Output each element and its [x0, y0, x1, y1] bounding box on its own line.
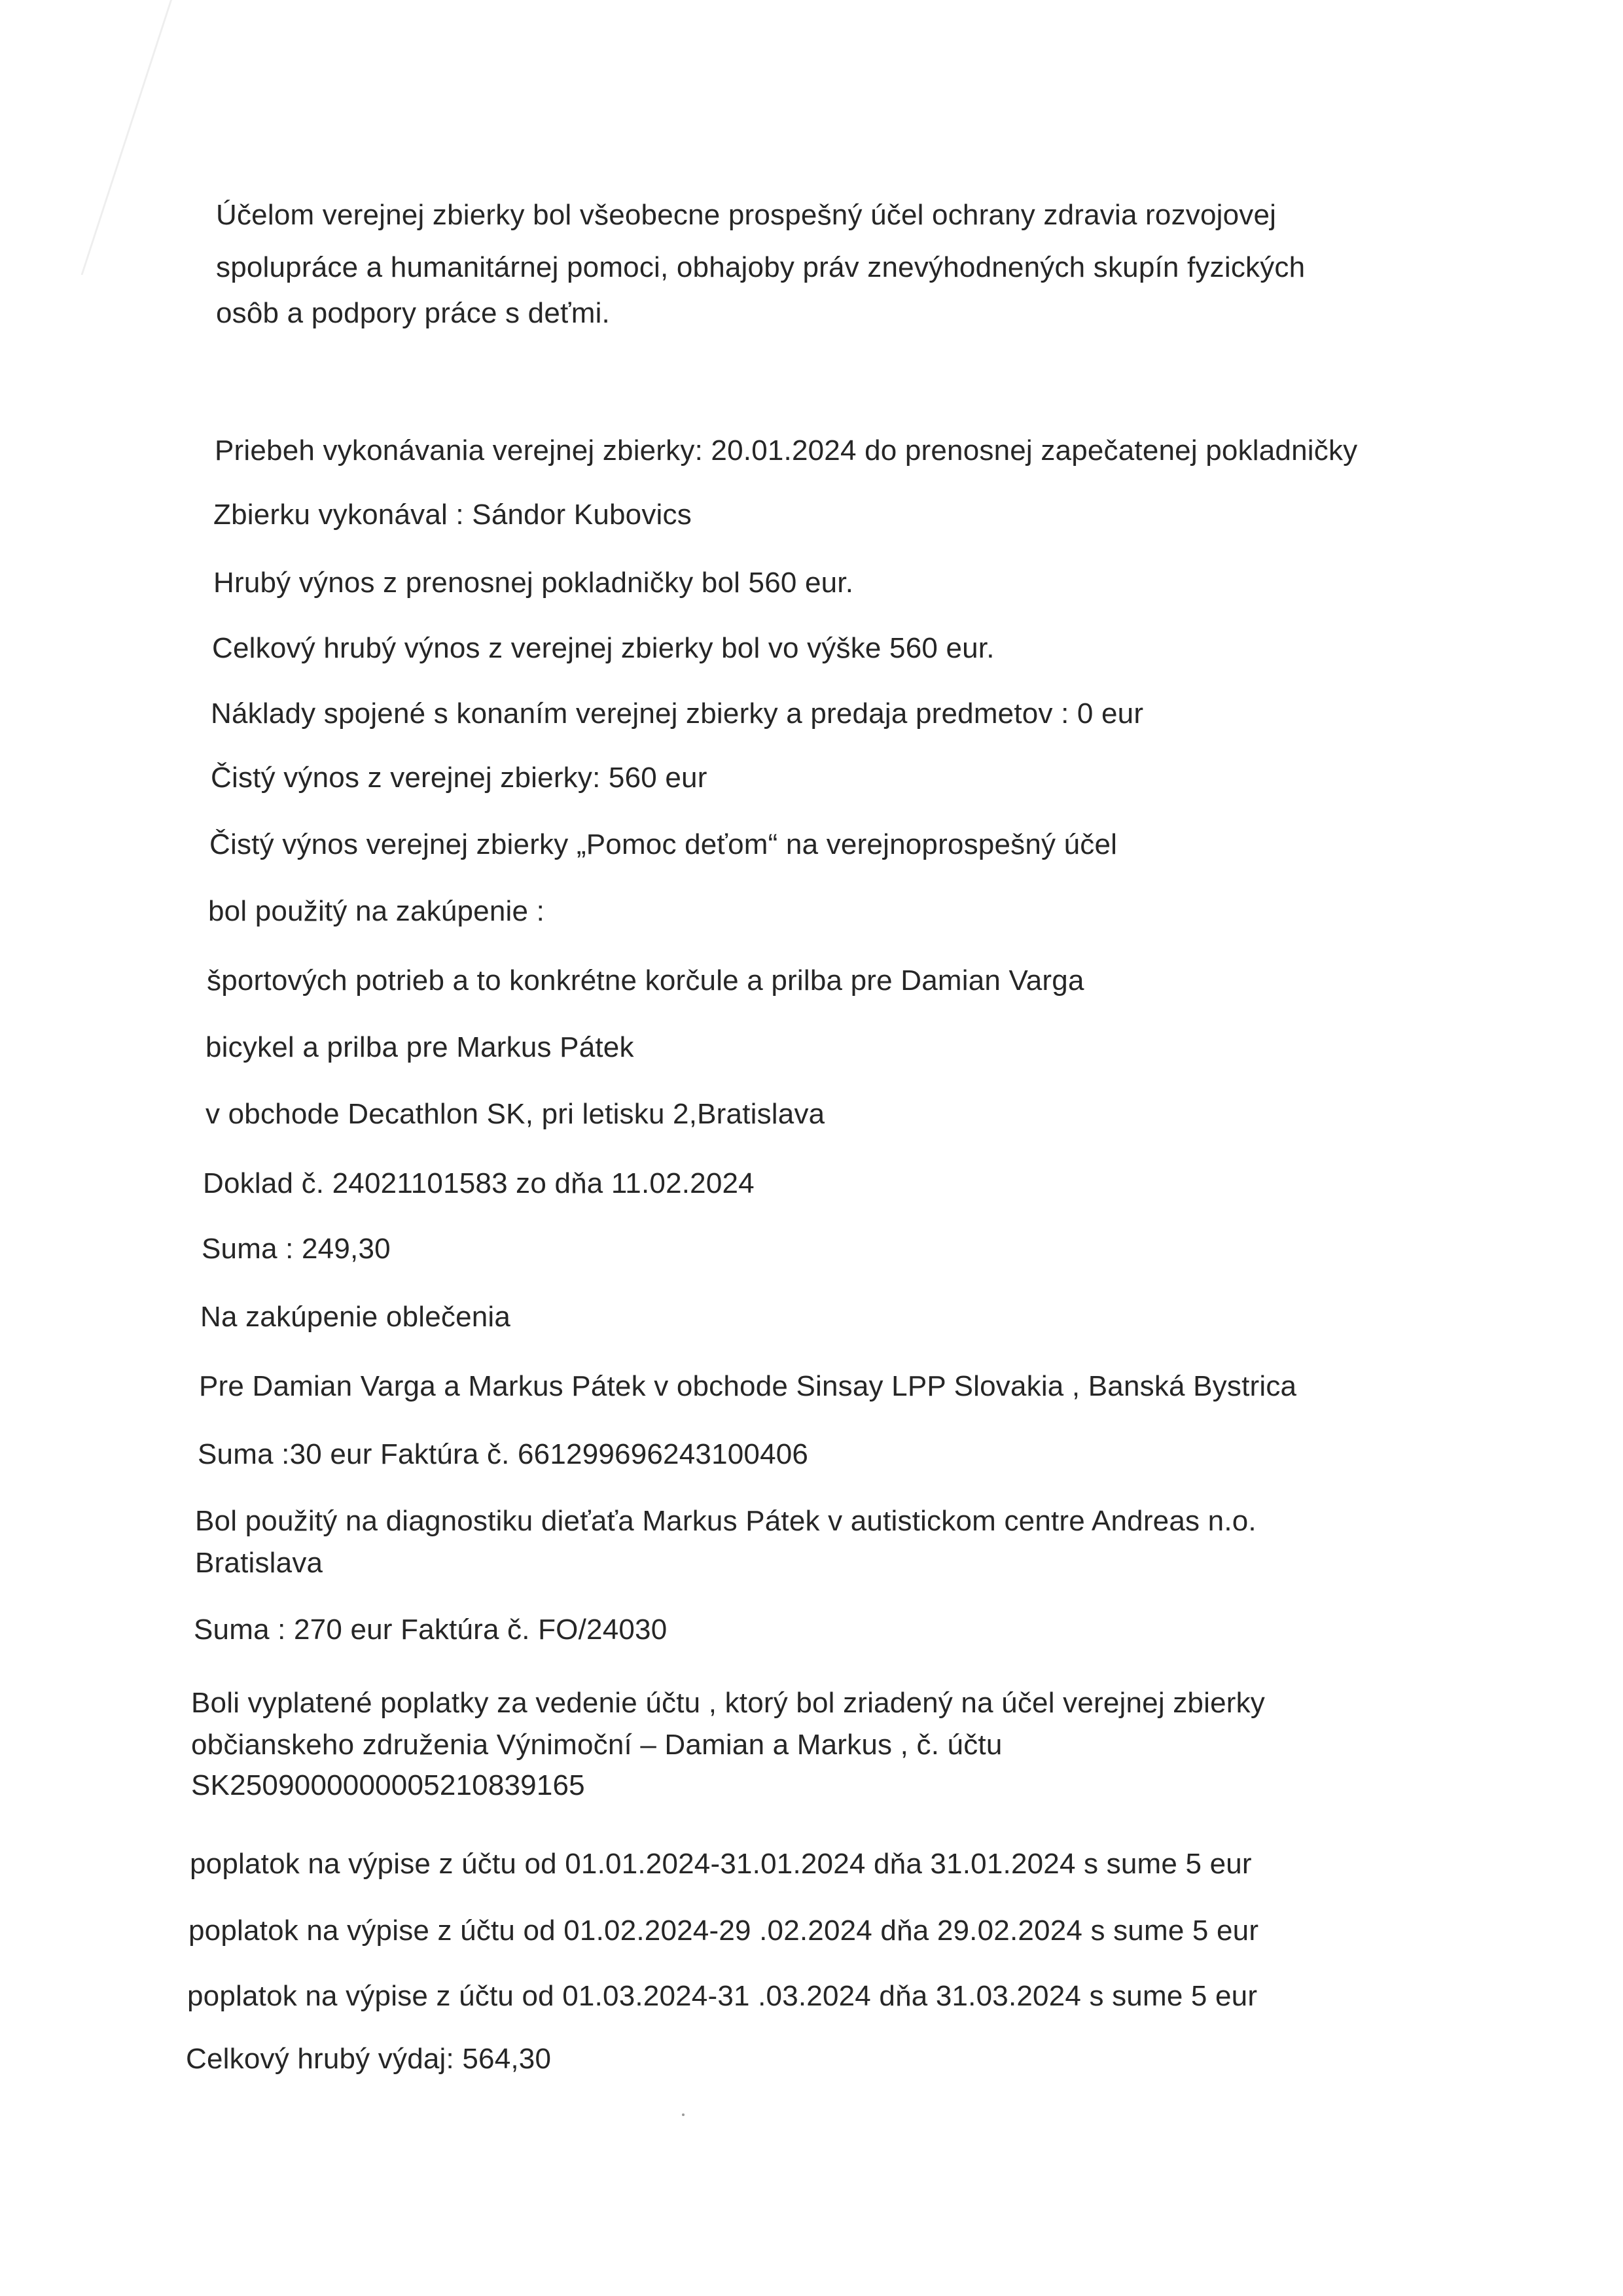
scan-shadow-edge [0, 0, 172, 275]
diagnostics-line-1: Bol použitý na diagnostiku dieťaťa Markus Pátek v autistickom centre Andreas n.o. [195, 1505, 1257, 1537]
detail-line-3: Hrubý výnos z prenosnej pokladničky bol 560 eur. [213, 567, 854, 599]
fee-line-3: poplatok na výpise z účtu od 01.03.2024-31 .03.2024 dňa 31.03.2024 s sume 5 eur [187, 1980, 1258, 2012]
detail-line-5: Náklady spojené s konaním verejnej zbierky a predaja predmetov : 0 eur [211, 698, 1144, 730]
detail-line-9: športových potrieb a to konkrétne korčule a prilba pre Damian Varga [207, 964, 1084, 997]
intro-line-3: osôb a podpory práce s deťmi. [216, 297, 610, 329]
detail-line-11: v obchode Decathlon SK, pri letisku 2,Bratislava [205, 1098, 825, 1130]
detail-line-8: bol použitý na zakúpenie : [208, 895, 544, 927]
account-line-2: občianskeho združenia Výnimoční – Damian a Markus , č. účtu [191, 1729, 1003, 1761]
detail-line-2: Zbierku vykonával : Sándor Kubovics [213, 499, 692, 531]
intro-line-2: spolupráce a humanitárnej pomoci, obhajoby práv znevýhodnených skupín fyzických [216, 251, 1306, 283]
account-line-1: Boli vyplatené poplatky za vedenie účtu , ktorý bol zriadený na účel verejnej zbierky [191, 1687, 1266, 1719]
detail-line-16: Suma :30 eur Faktúra č. 661299696243100406 [198, 1438, 809, 1470]
detail-line-10: bicykel a prilba pre Markus Pátek [205, 1031, 634, 1063]
detail-line-12: Doklad č. 24021101583 zo dňa 11.02.2024 [203, 1167, 755, 1199]
diagnostics-sum: Suma : 270 eur Faktúra č. FO/24030 [194, 1614, 668, 1646]
detail-line-13: Suma : 249,30 [202, 1233, 391, 1265]
detail-line-1: Priebeh vykonávania verejnej zbierky: 20.01.2024 do prenosnej zapečatenej pokladničky [215, 434, 1358, 467]
fee-line-2: poplatok na výpise z účtu od 01.02.2024-29 .02.2024 dňa 29.02.2024 s sume 5 eur [188, 1915, 1259, 1947]
detail-line-6: Čistý výnos z verejnej zbierky: 560 eur [211, 762, 707, 794]
intro-line-1: Účelom verejnej zbierky bol všeobecne prospešný účel ochrany zdravia rozvojovej [216, 199, 1277, 231]
detail-line-15: Pre Damian Varga a Markus Pátek v obchode Sinsay LPP Slovakia , Banská Bystrica [199, 1370, 1297, 1402]
detail-line-4: Celkový hrubý výnos z verejnej zbierky bol vo výške 560 eur. [212, 632, 995, 664]
diagnostics-line-2: Bratislava [195, 1547, 323, 1579]
account-number: SK2509000000005210839165 [191, 1769, 585, 1801]
total-expense: Celkový hrubý výdaj: 564,30 [186, 2043, 552, 2075]
detail-line-7: Čistý výnos verejnej zbierky „Pomoc deťom“ na verejnoprospešný účel [209, 828, 1118, 860]
fee-line-1: poplatok na výpise z účtu od 01.01.2024-31.01.2024 dňa 31.01.2024 s sume 5 eur [190, 1848, 1252, 1880]
detail-line-14: Na zakúpenie oblečenia [200, 1301, 511, 1333]
scan-speck [682, 2113, 685, 2116]
